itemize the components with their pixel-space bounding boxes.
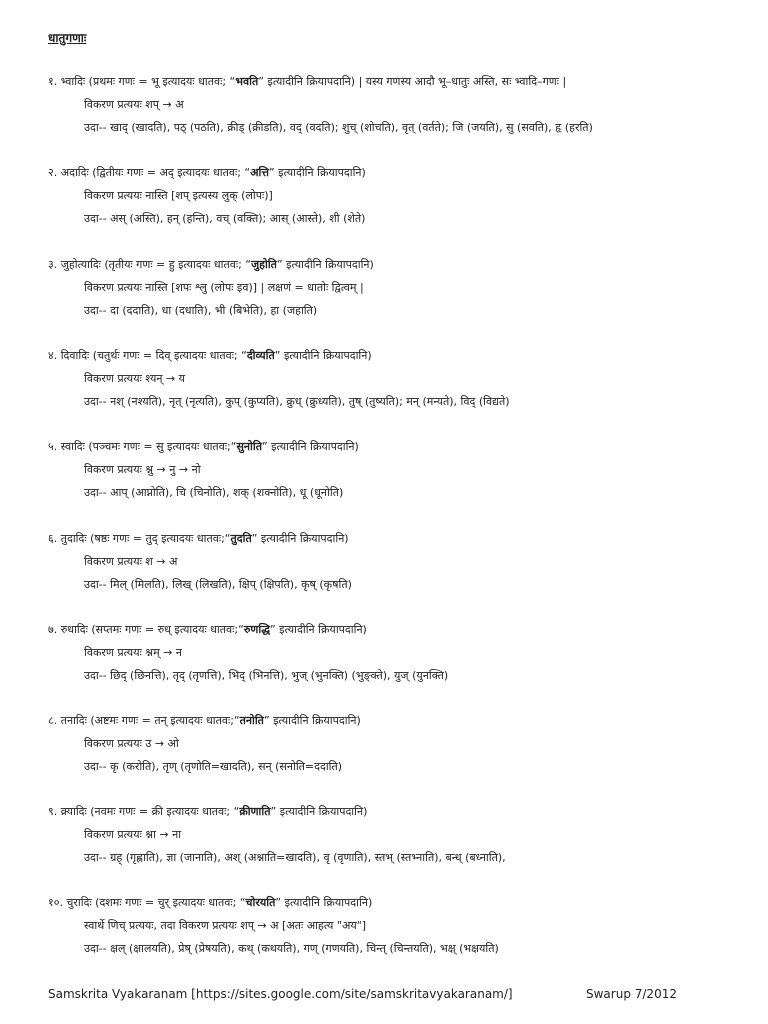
example-verb: भवति (235, 75, 259, 88)
example-verb: क्रीणाति (239, 805, 271, 818)
example-verb: चोरयति (245, 896, 276, 909)
gana-section-4 (48, 344, 758, 413)
example-verb: सुनोति (236, 440, 262, 453)
vikarana-line: विकरण प्रत्ययः श्नम् → न (84, 646, 182, 659)
definition-prefix: ७. रुधादिः (सप्तमः गणः = रुध् इत्यादयः धातवः;“ (48, 623, 244, 636)
example-verb: तुदति (230, 532, 252, 545)
definition-suffix: ” इत्यादीनि क्रियापदानि) (263, 714, 361, 727)
gana-section-6 (48, 527, 758, 596)
examples-line: उदा-- नश् (नश्यति), नृत् (नृत्यति), कुप् (कुप्यति), क्रुध् (क्रुध्यति), तुष् (तुष्यति); मन् (मन्यते), विद् (विद्यते) (84, 395, 510, 408)
examples-line: उदा-- अस् (अस्ति), हन् (हन्ति), वच् (वक्ति); आस् (आस्ते), शी (शेते) (84, 212, 366, 225)
gana-section-2 (48, 161, 758, 230)
examples-line: उदा-- छिद् (छिनत्ति), तृद् (तृणत्ति), भिद् (भिनत्ति), भुज् (भुनक्ति) (भुङ्क्ते), युज् (युनक्ति) (84, 669, 449, 682)
gana-definition (48, 435, 758, 458)
examples-line: उदा-- क्षल् (क्षालयति), प्रेष् (प्रेषयति), कथ् (कथयति), गण् (गणयति), चिन्त् (चिन्तयति), भक्ष् (भक्षयति) (84, 942, 499, 955)
examples-line: उदा-- कृ (करोति), तृण् (तृणोति=खादति), सन् (सनोति=ददाति) (84, 760, 343, 773)
vikarana-line: विकरण प्रत्ययः श्नु → नु → नो (84, 463, 201, 476)
vikarana-line: विकरण प्रत्ययः श्यन् → य (84, 372, 186, 385)
vikarana-line: विकरण प्रत्ययः श → अ (84, 555, 178, 568)
definition-suffix: ” इत्यादीनि क्रियापदानि) (270, 805, 368, 818)
definition-suffix: ” इत्यादीनि क्रियापदानि) | यस्य गणस्य आदौ भू–धातुः अस्ति, सः भ्वादि–गणः | (258, 75, 567, 88)
vikarana-line: स्वार्थे णिच् प्रत्ययः, तदा विकरण प्रत्ययः शप् → अ [अतः आहत्य "अय"] (84, 919, 367, 932)
definition-prefix: २. अदादिः (द्वितीयः गणः = अद् इत्यादयः धातवः; “ (48, 166, 251, 179)
vikarana-line: विकरण प्रत्ययः नास्ति [शपः श्लु (लोपः इव)] | लक्षणं = धातोः द्वित्वम् | (84, 281, 364, 294)
definition-suffix: ” इत्यादीनि क्रियापदानि) (251, 532, 349, 545)
gana-section-8 (48, 709, 758, 778)
example-verb: दीव्यति (246, 349, 275, 362)
gana-definition (48, 253, 758, 276)
footer-source: Samskrita Vyakaranam [https://sites.google.com/site/samskritavyakaranam/] (48, 987, 513, 1001)
gana-definition (48, 800, 758, 823)
definition-prefix: ५. स्वादिः (पञ्चमः गणः = सु इत्यादयः धातवः;“ (48, 440, 237, 453)
examples-line: उदा-- दा (ददाति), धा (दधाति), भी (बिभेति), हा (जहाति) (84, 304, 318, 317)
page-title: धातुगणाः (48, 31, 87, 45)
definition-prefix: १०. चुरादिः (दशमः गणः = चुर् इत्यादयः धातवः; “ (48, 896, 246, 909)
definition-prefix: ६. तुदादिः (षष्ठः गणः = तुद् इत्यादयः धातवः;“ (48, 532, 231, 545)
definition-prefix: ९. क्र्यादिः (नवमः गणः = क्री इत्यादयः धातवः; “ (48, 805, 240, 818)
examples-line: उदा-- ग्रह् (गृह्णाति), ज्ञा (जानाति), अश् (अश्नाति=खादति), वृ (वृणाति), स्तभ् (स्तभ्नाति), बन्ध् (बध्नाति), (84, 851, 506, 864)
vikarana-line: विकरण प्रत्ययः नास्ति [शप् इत्यस्य लुक् (लोपः)] (84, 189, 273, 202)
vikarana-line: विकरण प्रत्ययः शप् → अ (84, 98, 184, 111)
definition-suffix: ” इत्यादीनि क्रियापदानि) (275, 896, 373, 909)
definition-suffix: ” इत्यादीनि क्रियापदानि) (274, 349, 372, 362)
vikarana-line: विकरण प्रत्ययः श्ना → ना (84, 828, 182, 841)
definition-suffix: ” इत्यादीनि क्रियापदानि) (276, 258, 374, 271)
definition-suffix: ” इत्यादीनि क्रियापदानि) (269, 623, 367, 636)
gana-section-10 (48, 891, 758, 960)
gana-section-1 (48, 70, 758, 139)
definition-prefix: ३. जुहोत्यादिः (तृतीयः गणः = हु इत्यादयः धातवः; “ (48, 258, 251, 271)
examples-line: उदा-- खाद् (खादति), पठ् (पठति), क्रीड् (क्रीडति), वद् (वदति); शुच् (शोचति), वृत् (वर्तते); जि (जयति), सु (सवति), हृ (हरति) (84, 121, 593, 134)
gana-definition (48, 709, 758, 732)
examples-line: उदा-- मिल् (मिलति), लिख् (लिखति), क्षिप् (क्षिपति), कृष् (कृषति) (84, 578, 352, 591)
example-verb: अत्ति (250, 166, 269, 179)
example-verb: रुणद्धि (243, 623, 270, 636)
gana-section-7 (48, 618, 758, 687)
gana-definition (48, 618, 758, 641)
example-verb: जुहोति (250, 258, 277, 271)
definition-suffix: ” इत्यादीनि क्रियापदानि) (261, 440, 359, 453)
definition-prefix: १. भ्वादिः (प्रथमः गणः = भू इत्यादयः धातवः; “ (48, 75, 236, 88)
gana-definition (48, 891, 758, 914)
footer-author-date: Swarup 7/2012 (586, 987, 677, 1001)
examples-line: उदा-- आप् (आप्नोति), चि (चिनोति), शक् (शक्नोति), धू (धूनोति) (84, 486, 344, 499)
definition-prefix: ४. दिवादिः (चतुर्थः गणः = दिव् इत्यादयः धातवः; “ (48, 349, 247, 362)
vikarana-line: विकरण प्रत्ययः उ → ओ (84, 737, 179, 750)
gana-definition (48, 70, 758, 93)
gana-definition (48, 527, 758, 550)
definition-prefix: ८. तनादिः (अष्टमः गणः = तन् इत्यादयः धातवः;“ (48, 714, 240, 727)
definition-suffix: ” इत्यादीनि क्रियापदानि) (268, 166, 366, 179)
gana-section-5 (48, 435, 758, 504)
example-verb: तनोति (239, 714, 264, 727)
gana-section-3 (48, 253, 758, 322)
gana-definition (48, 161, 758, 184)
gana-definition (48, 344, 758, 367)
gana-section-9 (48, 800, 758, 869)
